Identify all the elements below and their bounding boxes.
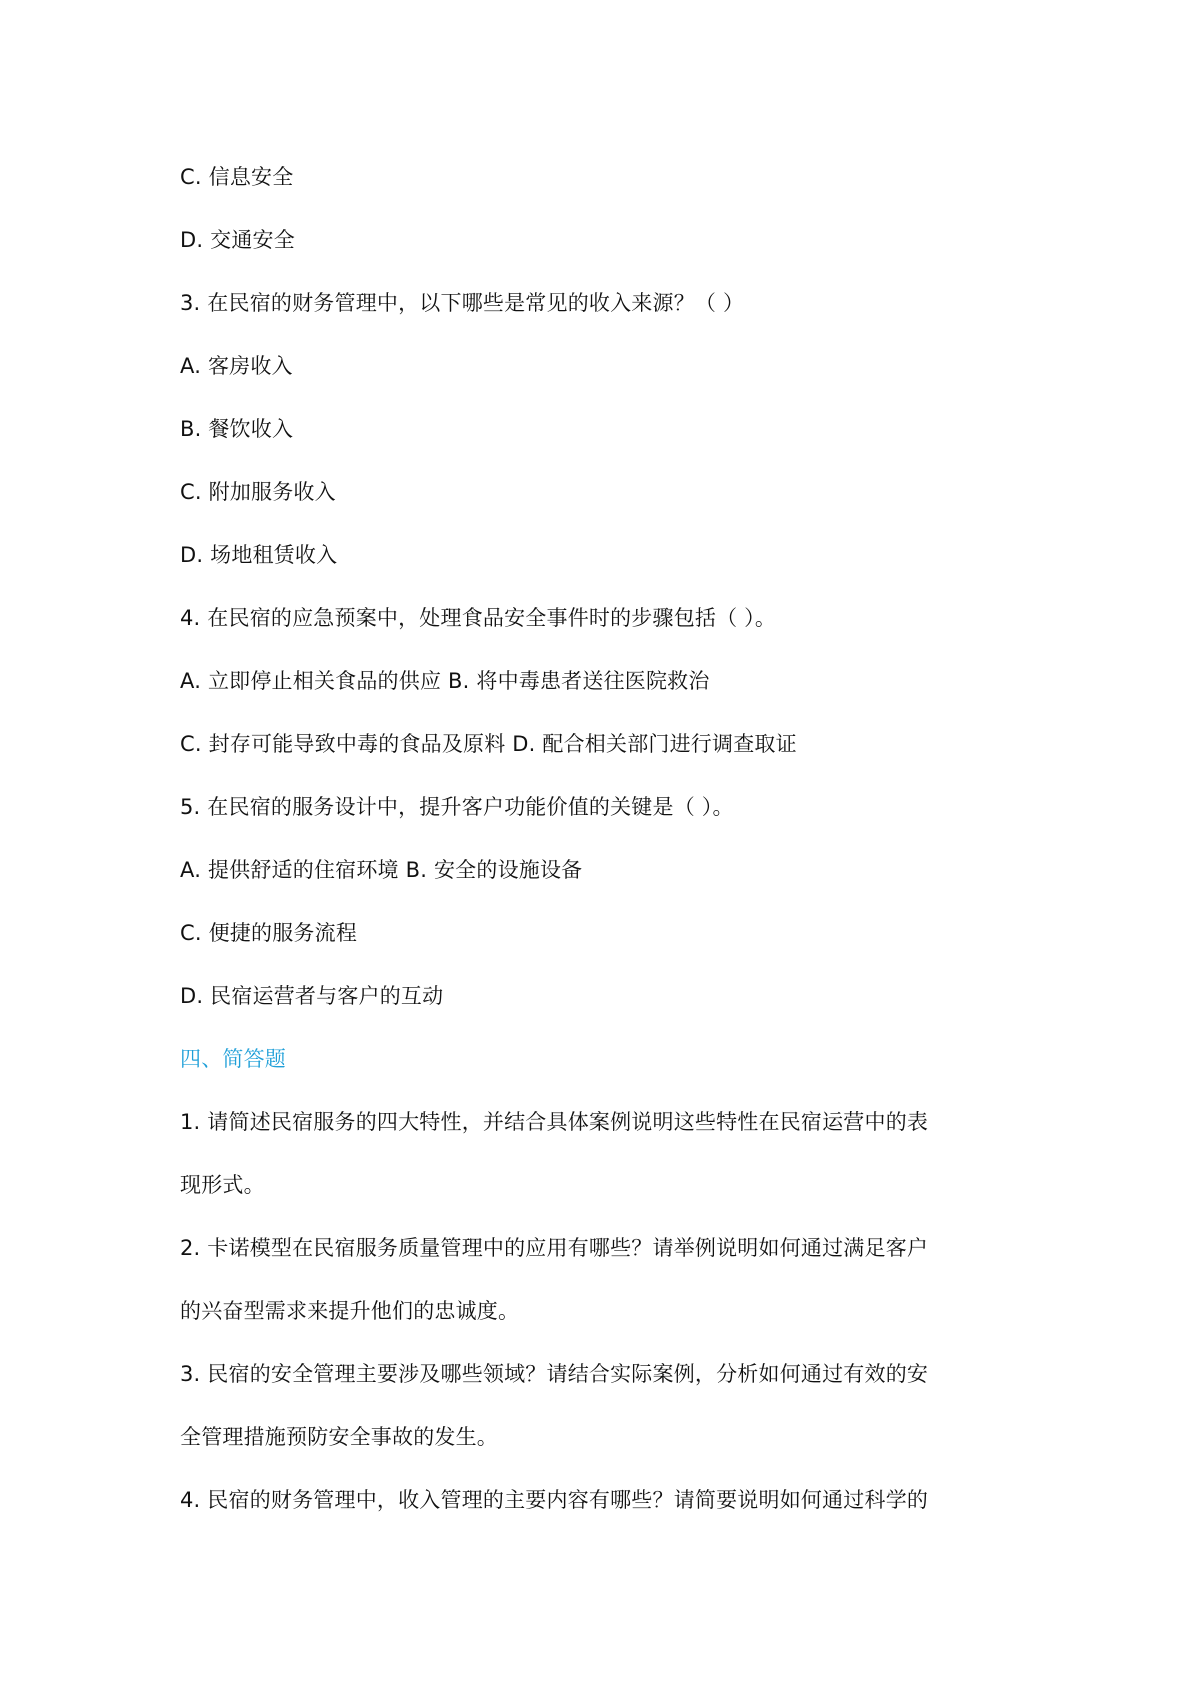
short-answer-3-line-2: 全管理措施预防安全事故的发生。 bbox=[180, 1425, 498, 1449]
section-heading-short-answer: 四、简答题 bbox=[180, 1047, 286, 1071]
short-answer-4-line-1: 4. 民宿的财务管理中，收入管理的主要内容有哪些？请简要说明如何通过科学的 bbox=[180, 1488, 929, 1512]
q3-option-d: D. 场地租赁收入 bbox=[180, 543, 338, 567]
short-answer-1-line-2: 现形式。 bbox=[180, 1173, 265, 1197]
q5-options-ab: A. 提供舒适的住宿环境 B. 安全的设施设备 bbox=[180, 858, 583, 882]
question-3: 3. 在民宿的财务管理中，以下哪些是常见的收入来源？（ ） bbox=[180, 291, 745, 315]
short-answer-3-line-1: 3. 民宿的安全管理主要涉及哪些领域？请结合实际案例，分析如何通过有效的安 bbox=[180, 1362, 929, 1386]
short-answer-2-line-2: 的兴奋型需求来提升他们的忠诚度。 bbox=[180, 1299, 520, 1323]
option-d-traffic-security: D. 交通安全 bbox=[180, 228, 295, 252]
q5-option-c: C. 便捷的服务流程 bbox=[180, 921, 358, 945]
q3-option-b: B. 餐饮收入 bbox=[180, 417, 294, 441]
q4-options-ab: A. 立即停止相关食品的供应 B. 将中毒患者送往医院救治 bbox=[180, 669, 710, 693]
q3-option-c: C. 附加服务收入 bbox=[180, 480, 336, 504]
question-5: 5. 在民宿的服务设计中，提升客户功能价值的关键是（ ）。 bbox=[180, 795, 734, 819]
question-4: 4. 在民宿的应急预案中，处理食品安全事件时的步骤包括（ ）。 bbox=[180, 606, 777, 630]
short-answer-2-line-1: 2. 卡诺模型在民宿服务质量管理中的应用有哪些？请举例说明如何通过满足客户 bbox=[180, 1236, 929, 1260]
short-answer-1-line-1: 1. 请简述民宿服务的四大特性，并结合具体案例说明这些特性在民宿运营中的表 bbox=[180, 1110, 929, 1134]
q3-option-a: A. 客房收入 bbox=[180, 354, 293, 378]
q5-option-d: D. 民宿运营者与客户的互动 bbox=[180, 984, 444, 1008]
option-c-info-security: C. 信息安全 bbox=[180, 165, 294, 189]
q4-options-cd: C. 封存可能导致中毒的食品及原料 D. 配合相关部门进行调查取证 bbox=[180, 732, 797, 756]
